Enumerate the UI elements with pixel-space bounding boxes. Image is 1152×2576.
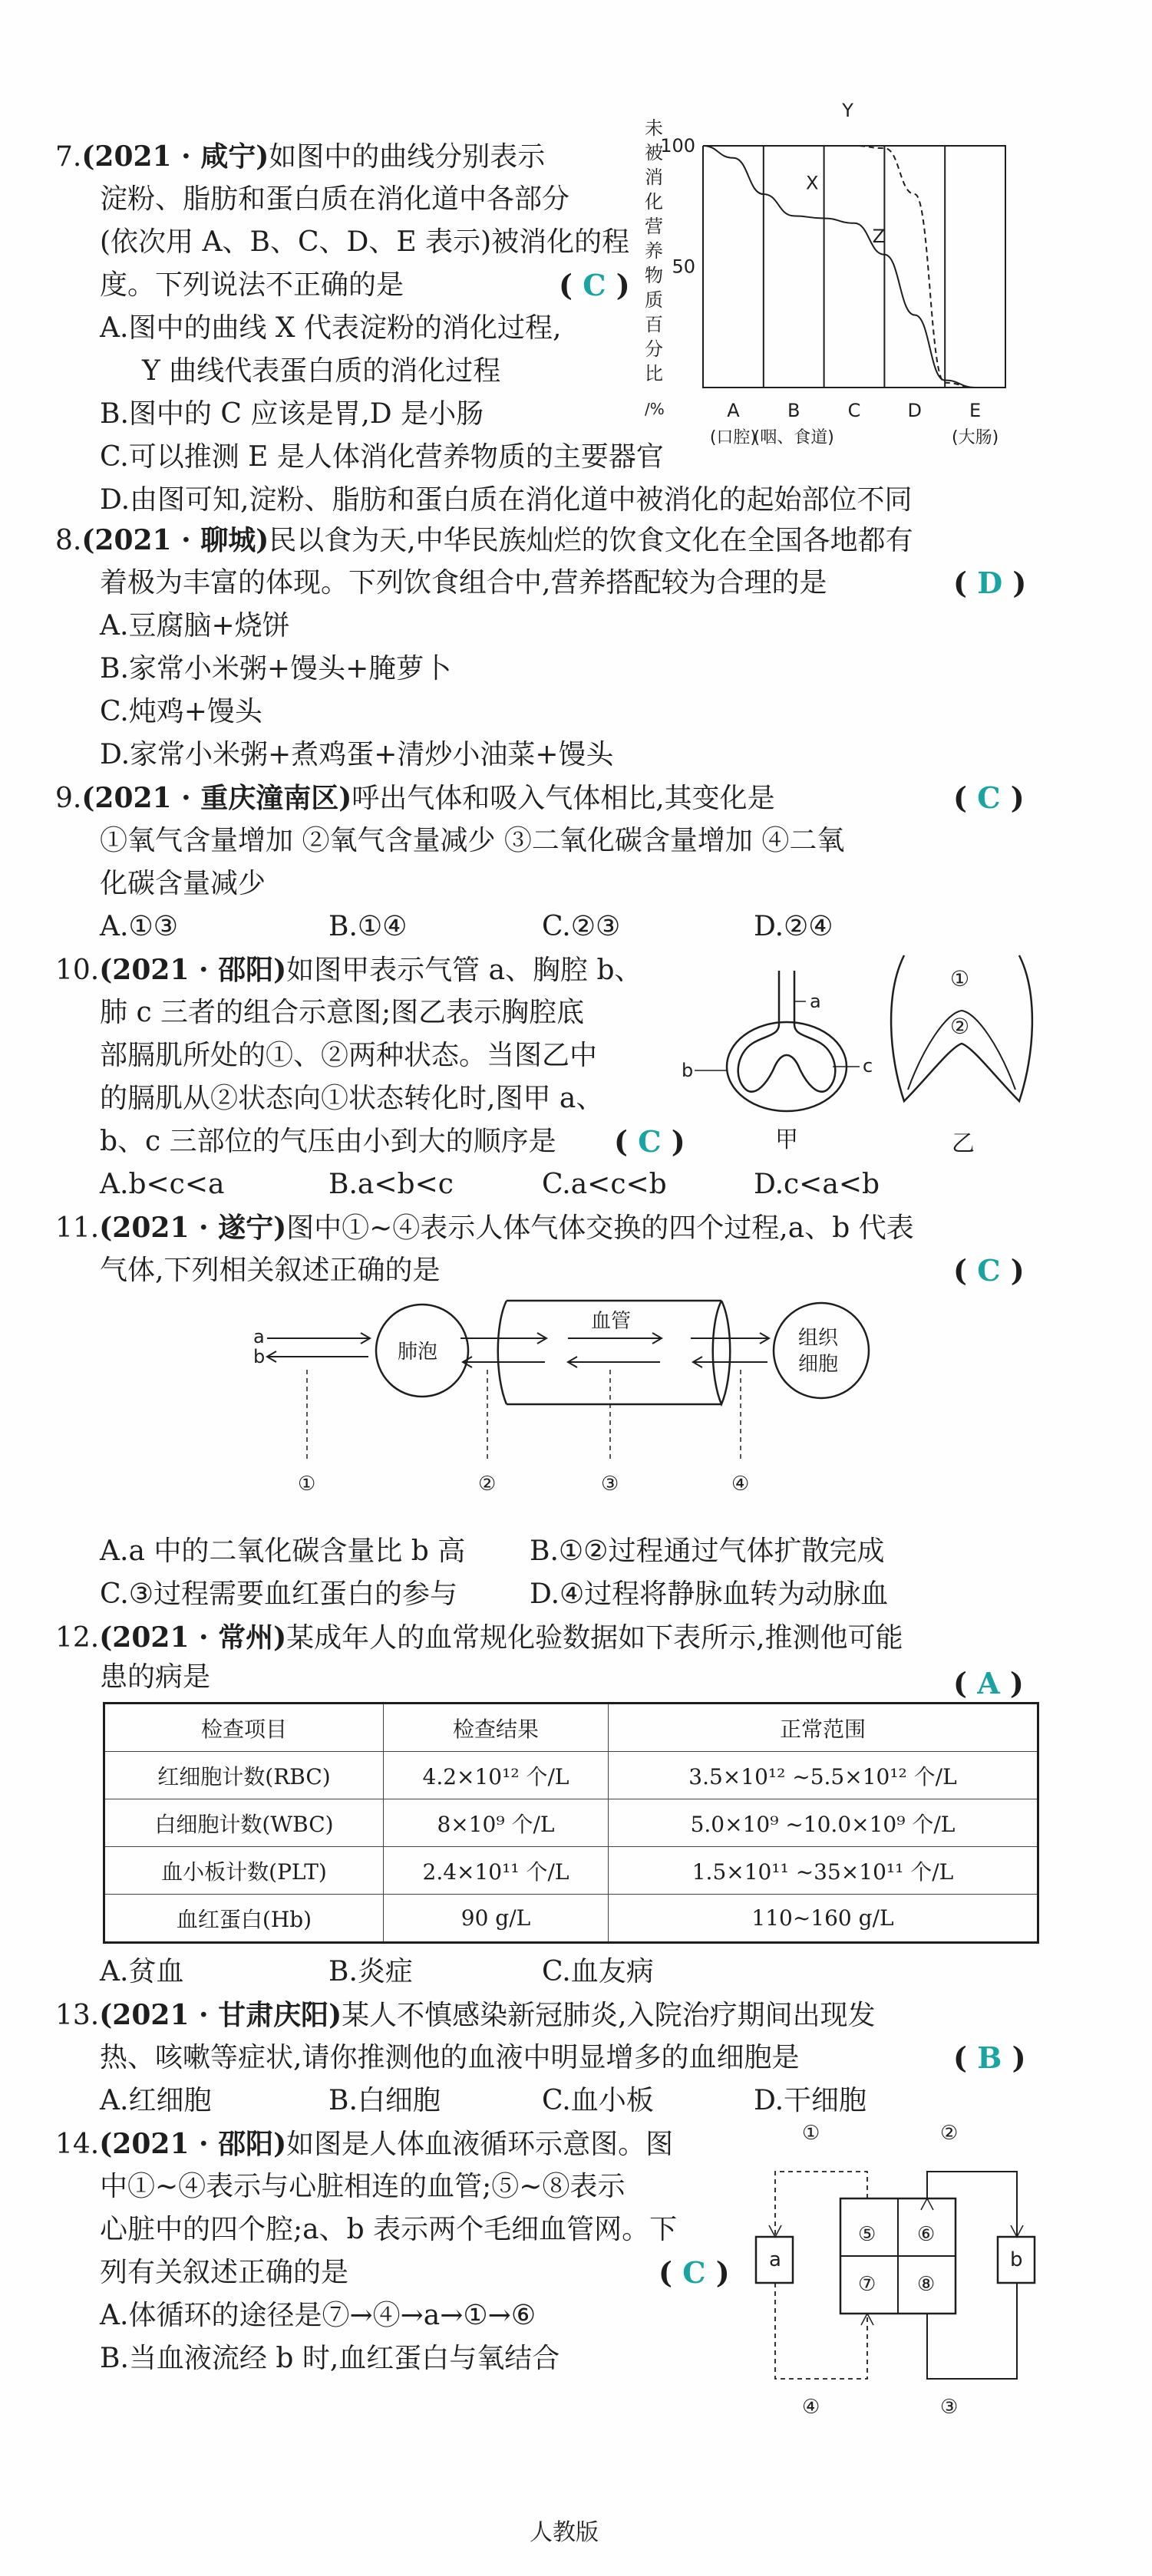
q9-stem: 呼出气体和吸入气体相比,其变化是 — [352, 783, 775, 814]
q10-line-1 — [55, 952, 642, 989]
option-b: B.当血液流经 b 时,血红蛋白与氧结合 — [100, 2343, 560, 2374]
table-row — [104, 1847, 1038, 1895]
option-a: A.a 中的二氧化碳含量比 b 高 — [100, 1535, 466, 1567]
x-tick-sublabel: (口腔) — [709, 428, 757, 447]
answer-bracket: ( A ) — [953, 1666, 1024, 1700]
table-cell: 4.2×10¹² 个/L — [384, 1752, 609, 1799]
q8-stem: 民以食为天,中华民族灿烂的饮食文化在全国各地都有 — [269, 525, 913, 556]
answer-bracket: ( C ) — [953, 1253, 1025, 1288]
option-a: A.①③ — [100, 911, 178, 942]
table-cell: 1.5×10¹¹ ~35×10¹¹ 个/L — [609, 1847, 1038, 1895]
q10-stem: b、c 三部位的气压由小到大的顺序是 — [100, 1126, 556, 1157]
tissue-label-1: 组织 — [798, 1327, 839, 1350]
plot-frame — [703, 146, 1005, 388]
state-2-label: ② — [950, 1014, 970, 1039]
y-axis-label — [645, 117, 663, 384]
q13-stem: 某人不慎感染新冠肺炎,入院治疗期间出现发 — [342, 2000, 876, 2031]
table-cell: 血小板计数(PLT) — [104, 1847, 384, 1895]
table-cell: 5.0×10⁹ ~10.0×10⁹ 个/L — [609, 1799, 1038, 1847]
answer-letter: B — [977, 2040, 1002, 2075]
q7-line-1 — [55, 138, 545, 176]
question-number: 9. — [55, 783, 82, 814]
question-number: 8. — [55, 525, 82, 556]
question-source: (2021 · 重庆潼南区) — [81, 782, 352, 814]
table-cell: 3.5×10¹² ~5.5×10¹² 个/L — [609, 1752, 1038, 1799]
label-yi: 乙 — [952, 1130, 975, 1157]
y-label-char: 物 — [645, 265, 663, 286]
alveolus-label: 肺泡 — [398, 1341, 438, 1364]
process-1: ① — [298, 1473, 316, 1496]
option-d: D.②④ — [754, 911, 833, 942]
table-cell: 红细胞计数(RBC) — [104, 1752, 384, 1799]
table-cell: 白细胞计数(WBC) — [104, 1799, 384, 1847]
option-a: A.贫血 — [100, 1956, 184, 1987]
table-row — [104, 1799, 1038, 1847]
chamber-6: ⑥ — [917, 2223, 936, 2246]
option-c: C.血小板 — [542, 2085, 654, 2116]
y-ticks — [660, 135, 695, 278]
y-label-char: 被 — [645, 142, 663, 163]
q13-stem: 热、咳嗽等症状,请你推测他的血液中明显增多的血细胞是 — [100, 2042, 800, 2073]
answer-letter: C — [977, 780, 1001, 815]
process-4: ④ — [731, 1473, 750, 1496]
question-number: 7. — [55, 141, 82, 173]
question-source: (2021 · 遂宁) — [99, 1212, 287, 1244]
q12-line-1 — [55, 1619, 903, 1657]
q12-stem: 患的病是 — [100, 1661, 211, 1693]
table-header-row — [104, 1704, 1038, 1752]
answer-bracket: ( C ) — [559, 268, 630, 302]
x-tick-label: A — [727, 400, 740, 421]
question-number: 14. — [55, 2129, 100, 2160]
question-number: 13. — [55, 2000, 100, 2031]
option-a: A.豆腐脑+烧饼 — [100, 610, 290, 642]
process-2: ② — [478, 1473, 497, 1496]
q7-stem: 淀粉、脂肪和蛋白质在消化道中各部分 — [100, 183, 570, 215]
option-c: C.②③ — [542, 911, 621, 942]
x-tick-sublabel: (大肠) — [952, 428, 999, 447]
series-label: X — [805, 172, 819, 194]
chamber-5: ⑤ — [858, 2223, 876, 2246]
x-tick-label: B — [787, 400, 800, 421]
chamber-7: ⑦ — [858, 2273, 876, 2296]
question-number: 11. — [55, 1212, 100, 1244]
answer-bracket: ( D ) — [953, 566, 1027, 600]
capillary-b: b — [1010, 2248, 1023, 2271]
thorax-diagram-jia — [682, 940, 883, 1170]
table-header: 检查结果 — [384, 1704, 609, 1752]
table-cell: 血红蛋白(Hb) — [104, 1895, 384, 1943]
label-b: b — [682, 1060, 694, 1081]
process-3: ③ — [601, 1473, 619, 1496]
answer-letter: C — [977, 1253, 1001, 1288]
y-label-char: 未 — [645, 117, 663, 139]
q7-stem: 如图中的曲线分别表示 — [269, 141, 546, 173]
x-categories — [710, 400, 999, 447]
answer-letter: C — [638, 1124, 662, 1159]
series-label: Z — [872, 226, 886, 247]
y-label-char: 质 — [645, 289, 663, 311]
y-label-char: 分 — [645, 338, 663, 360]
q12-stem: 某成年人的血常规化验数据如下表所示,推测他可能 — [286, 1622, 903, 1654]
option-d: D.干细胞 — [754, 2085, 867, 2116]
vessel-label: 血管 — [591, 1310, 632, 1333]
option-c: C.可以推测 E 是人体消化营养物质的主要器官 — [100, 441, 664, 473]
series-line-y — [703, 146, 1005, 388]
chart-frame — [703, 146, 1005, 388]
option-a: A.体循环的途径是⑦→④→a→①→⑥ — [100, 2300, 536, 2331]
y-label-char: 化 — [645, 191, 663, 213]
chamber-8: ⑧ — [917, 2273, 936, 2296]
vessel-3: ③ — [940, 2396, 959, 2419]
answer-bracket: ( C ) — [614, 1124, 685, 1159]
q9-line-1 — [55, 780, 775, 817]
answer-letter: C — [583, 268, 606, 302]
gas-a-label: a — [253, 1326, 265, 1347]
x-tick-sublabel: (咽、食道) — [753, 428, 834, 447]
question-source: (2021 · 甘肃庆阳) — [99, 1999, 342, 2031]
vessel-2: ② — [940, 2122, 959, 2145]
q11-line-1 — [55, 1209, 914, 1247]
question-number: 12. — [55, 1622, 100, 1654]
label-jia: 甲 — [775, 1126, 798, 1153]
x-tick-label: C — [847, 400, 861, 421]
option-b: B.家常小米粥+馒头+腌萝卜 — [100, 653, 452, 684]
table-row — [104, 1752, 1038, 1799]
answer-letter: D — [977, 566, 1003, 600]
table-header: 正常范围 — [609, 1704, 1038, 1752]
gas-exchange-diagram — [230, 1297, 1151, 1512]
option-b: B.炎症 — [328, 1956, 413, 1987]
question-source: (2021 · 聊城) — [81, 524, 269, 556]
q8-line-1 — [55, 522, 913, 559]
vessel-1: ① — [802, 2122, 820, 2145]
q7-stem: (依次用 A、B、C、D、E 表示)被消化的程 — [100, 226, 630, 258]
x-tick-label: D — [907, 400, 923, 421]
option-b: B.白细胞 — [328, 2085, 441, 2116]
y-label-char: 营 — [645, 216, 663, 237]
q10-stem: 的膈肌从②状态向①状态转化时,图甲 a、 — [100, 1083, 604, 1114]
q14-line-1 — [55, 2126, 673, 2163]
option-b: B.①②过程通过气体扩散完成 — [530, 1535, 885, 1567]
question-source: (2021 · 邵阳) — [99, 954, 287, 986]
table-cell: 8×10⁹ 个/L — [384, 1799, 609, 1847]
option-c: C.a<c<b — [542, 1169, 667, 1200]
q8-stem: 着极为丰富的体现。下列饮食组合中,营养搭配较为合理的是 — [100, 567, 827, 599]
q11-stem: 气体,下列相关叙述正确的是 — [100, 1255, 441, 1286]
y-tick-label: 100 — [660, 135, 695, 157]
x-tick-label: E — [969, 400, 982, 421]
diaphragm-diagram-yi — [881, 940, 1042, 1170]
option-c: C.③过程需要血红蛋白的参与 — [100, 1578, 457, 1610]
q9-stem: ①氧气含量增加 ②氧气含量减少 ③二氧化碳含量增加 ④二氧 — [100, 825, 845, 856]
option-d: D.家常小米粥+煮鸡蛋+清炒小油菜+馒头 — [100, 739, 614, 770]
q11-stem: 图中①~④表示人体气体交换的四个过程,a、b 代表 — [286, 1212, 914, 1244]
series-labels — [806, 100, 885, 247]
q14-stem: 列有关叙述正确的是 — [100, 2257, 349, 2288]
q9-stem: 化碳含量减少 — [100, 868, 266, 899]
circulation-diagram — [752, 2118, 1044, 2425]
question-source: (2021 · 咸宁) — [81, 140, 269, 173]
y-label-char: 消 — [645, 167, 663, 188]
answer-bracket: ( C ) — [659, 2255, 730, 2290]
q10-stem: 肺 c 三者的组合示意图;图乙表示胸腔底 — [100, 997, 585, 1028]
question-number: 10. — [55, 955, 100, 986]
q10-stem: 如图甲表示气管 a、胸腔 b、 — [286, 955, 642, 986]
answer-letter: A — [977, 1666, 1000, 1700]
option-b: B.a<b<c — [328, 1169, 454, 1200]
table-cell: 90 g/L — [384, 1895, 609, 1943]
q14-stem: 如图是人体血液循环示意图。图 — [286, 2129, 674, 2160]
q7-stem: 度。下列说法不正确的是 — [100, 269, 404, 301]
tissue-label-2: 细胞 — [798, 1353, 839, 1376]
option-d: D.④过程将静脉血转为动脉血 — [530, 1578, 889, 1610]
question-source: (2021 · 邵阳) — [99, 2128, 287, 2160]
series-label: Y — [842, 100, 853, 122]
option-d: D.由图可知,淀粉、脂肪和蛋白质在消化道中被消化的起始部位不同 — [100, 484, 913, 516]
table-cell: 110~160 g/L — [609, 1895, 1038, 1943]
q13-line-1 — [55, 1997, 876, 2034]
y-label-char: 比 — [645, 363, 663, 384]
option-c: C.炖鸡+馒头 — [100, 696, 262, 727]
option-a: A.b<c<a — [100, 1169, 225, 1200]
option-a: A.红细胞 — [100, 2085, 212, 2116]
question-source: (2021 · 常州) — [99, 1621, 287, 1654]
answer-bracket: ( C ) — [953, 780, 1025, 815]
label-a: a — [810, 991, 821, 1012]
y-label-char: 养 — [645, 240, 663, 262]
q14-stem: 心脏中的四个腔;a、b 表示两个毛细血管网。下 — [100, 2214, 678, 2245]
option-c: C.血友病 — [542, 1956, 654, 1987]
vessel-4: ④ — [802, 2396, 820, 2419]
q14-stem: 中①~④表示与心脏相连的血管;⑤~⑧表示 — [100, 2171, 626, 2202]
y-label-char: 百 — [645, 314, 663, 335]
table-cell: 2.4×10¹¹ 个/L — [384, 1847, 609, 1895]
digestion-chart — [637, 100, 1013, 449]
gas-b-label: b — [253, 1346, 266, 1367]
table-header: 检查项目 — [104, 1704, 384, 1752]
option-b: B.图中的 C 应该是胃,D 是小肠 — [100, 398, 484, 430]
option-a: A.图中的曲线 X 代表淀粉的消化过程, — [100, 312, 562, 344]
table-row — [104, 1895, 1038, 1943]
option-d: D.c<a<b — [754, 1169, 880, 1200]
blood-test-table — [103, 1702, 1039, 1944]
y-tick-label: 50 — [672, 256, 695, 278]
state-1-label: ① — [950, 966, 970, 991]
option-a-cont: Y 曲线代表蛋白质的消化过程 — [142, 355, 501, 387]
capillary-a: a — [769, 2248, 781, 2271]
footer-edition: 人教版 — [530, 2519, 599, 2546]
q10-stem: 部膈肌所处的①、②两种状态。当图乙中 — [100, 1040, 598, 1071]
y-axis-unit: /% — [645, 400, 665, 418]
answer-bracket: ( B ) — [953, 2040, 1026, 2075]
answer-letter: C — [682, 2255, 706, 2290]
label-c: c — [863, 1055, 873, 1077]
series-line-z — [703, 146, 1005, 388]
chart-series — [703, 146, 1005, 388]
option-b: B.①④ — [328, 911, 408, 942]
